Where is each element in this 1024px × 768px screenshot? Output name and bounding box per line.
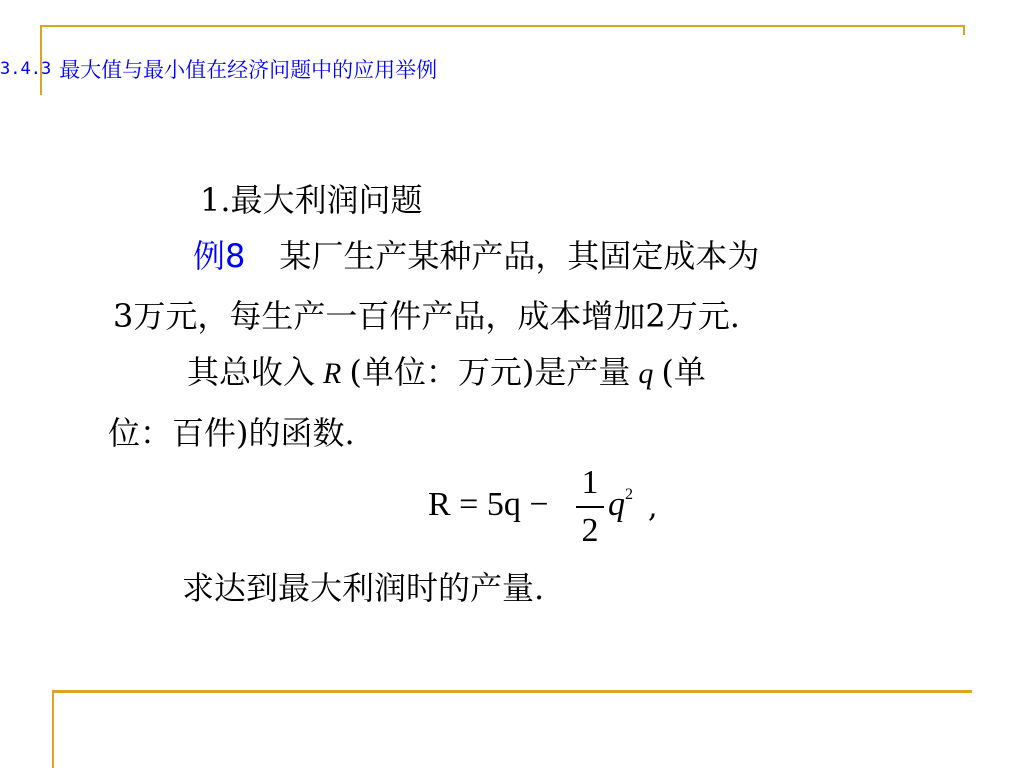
example-text-1: 某厂生产某种产品，其固定成本为 bbox=[279, 237, 760, 275]
example-line-3 bbox=[187, 352, 706, 394]
formula-q-squared bbox=[608, 486, 633, 524]
variable-q: q bbox=[638, 357, 654, 390]
revenue-unit-text: (单位：万元)是产量 bbox=[349, 353, 631, 391]
variable-R: R bbox=[323, 357, 342, 390]
section-number: 3.4.3 bbox=[0, 59, 52, 79]
slide-header bbox=[0, 54, 437, 86]
quantity-unit-start: (单 bbox=[661, 353, 706, 391]
question-text: 求达到最大利润时的产量. bbox=[182, 569, 545, 607]
bottom-left-vertical-rule bbox=[52, 690, 54, 768]
fraction-denominator: 2 bbox=[581, 512, 599, 549]
formula-term: q bbox=[608, 486, 625, 523]
top-rule bbox=[40, 25, 965, 27]
formula-comma: , bbox=[648, 490, 658, 525]
revenue-formula bbox=[428, 462, 668, 554]
formula-lhs: R = 5q − bbox=[428, 486, 549, 523]
example-label: 例8 bbox=[193, 237, 246, 275]
example-line-1 bbox=[193, 236, 759, 276]
section-title: 最大值与最小值在经济问题中的应用举例 bbox=[59, 58, 438, 82]
example-line-4: 位：百件)的函数. bbox=[108, 414, 355, 452]
fraction-numerator: 1 bbox=[581, 464, 599, 501]
example-line-2: 3万元，每生产一百件产品，成本增加2万元. bbox=[113, 297, 740, 335]
top-right-vertical-rule bbox=[963, 25, 965, 35]
revenue-prefix: 其总收入 bbox=[187, 353, 316, 391]
formula-fraction bbox=[576, 462, 604, 552]
problem-heading: 1.最大利润问题 bbox=[200, 181, 423, 219]
formula-exponent: 2 bbox=[625, 486, 633, 503]
bottom-rule bbox=[52, 690, 972, 693]
fraction-bar bbox=[576, 506, 604, 508]
